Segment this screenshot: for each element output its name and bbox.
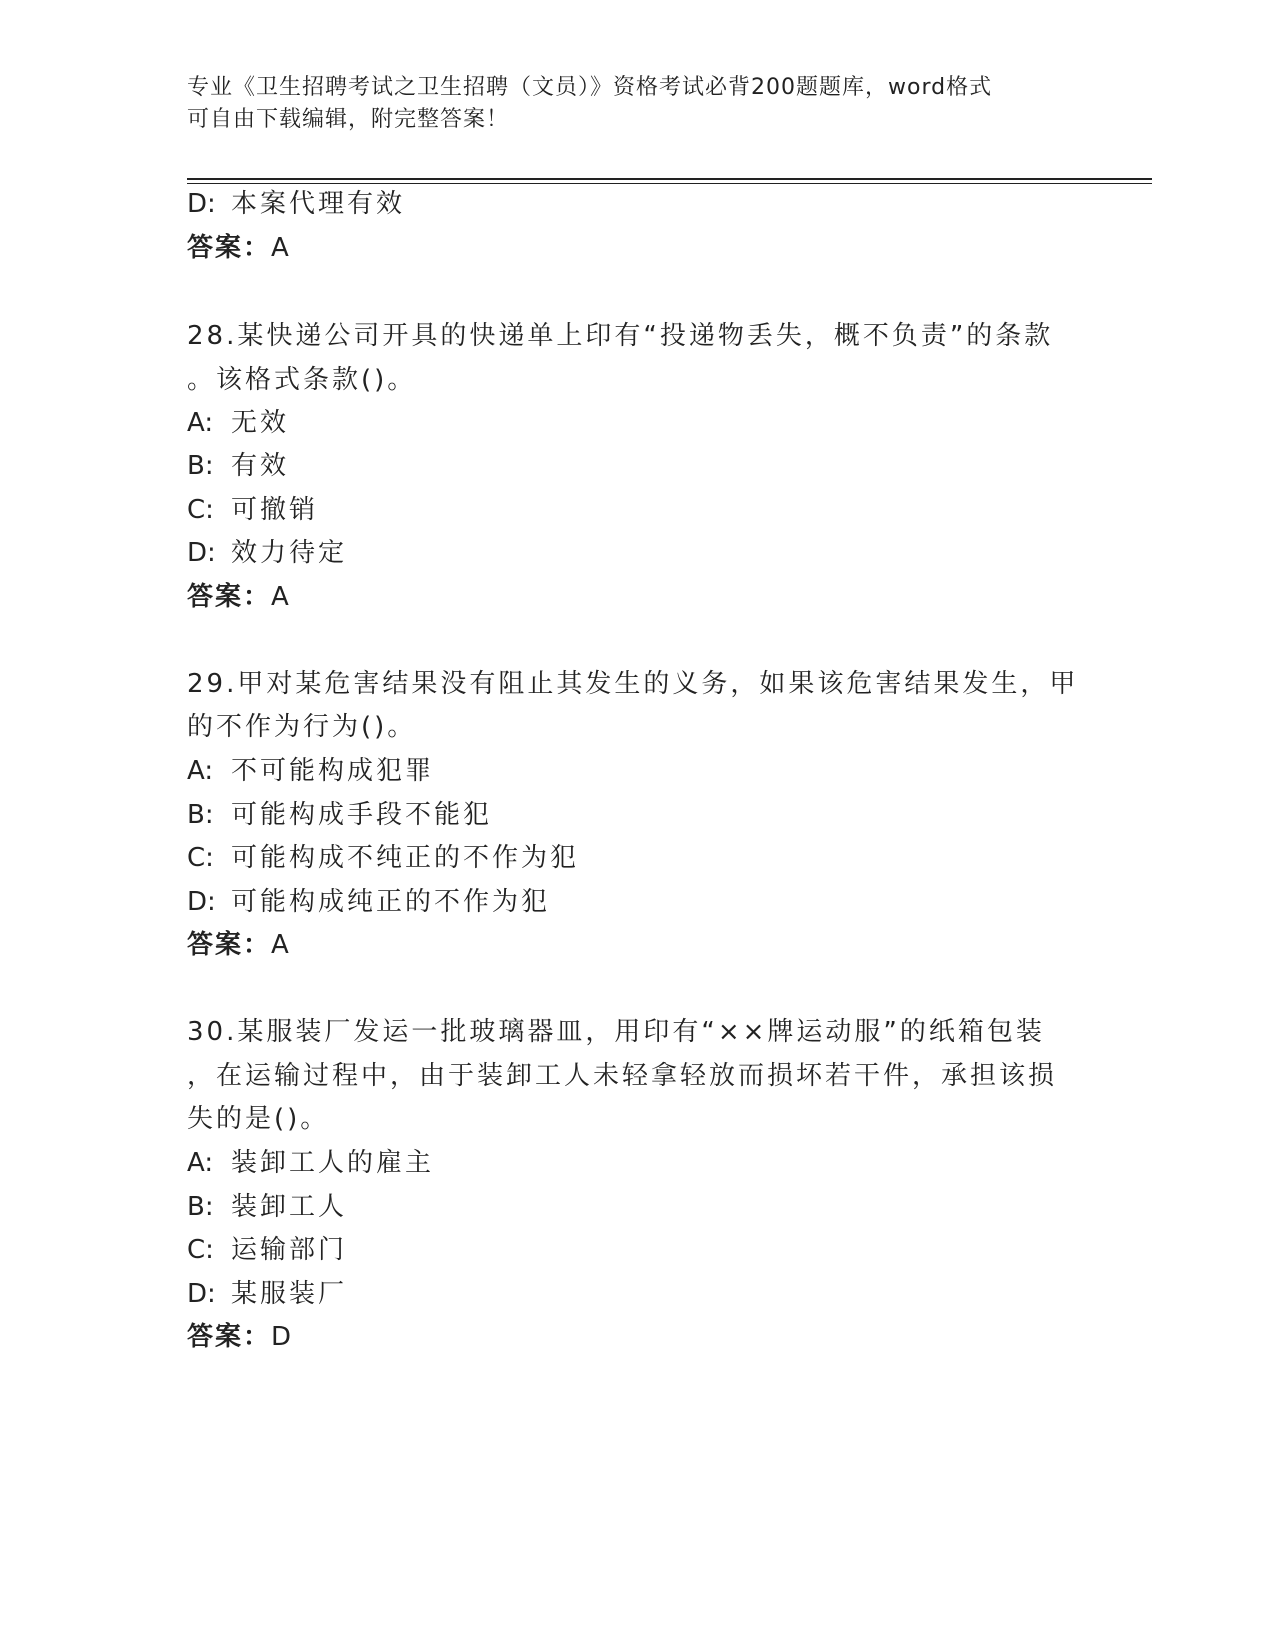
- question-29-option-b: [187, 797, 492, 833]
- question-29-option-a: [187, 753, 434, 789]
- answer-label: 答案：: [187, 582, 272, 612]
- option-letter: D:: [187, 887, 216, 917]
- option-text: 可能构成手段不能犯: [231, 800, 493, 830]
- question-30-option-b: [187, 1189, 347, 1225]
- option-letter: B:: [187, 1192, 214, 1222]
- option-text: 装卸工人的雇主: [231, 1148, 435, 1178]
- option-letter: A:: [187, 1148, 214, 1178]
- option-letter: A:: [187, 756, 214, 786]
- option-text: 装卸工人: [231, 1192, 348, 1222]
- option-text: 可撤销: [231, 495, 319, 525]
- question-30-stem-line-2: ，在运输过程中，由于装卸工人未轻拿轻放而损坏若干件，承担该损: [187, 1061, 1058, 1091]
- question-28-option-a: [187, 405, 289, 441]
- question-30-stem-line-1: 30.某服装厂发运一批玻璃器皿，用印有“××牌运动服”的纸箱包装: [187, 1017, 1045, 1047]
- answer-label: 答案：: [187, 233, 272, 263]
- question-28-option-d: [187, 535, 347, 571]
- answer-value: D: [271, 1322, 295, 1352]
- option-letter: A:: [187, 408, 214, 438]
- answer-value: A: [271, 582, 292, 612]
- option-text: 可能构成不纯正的不作为犯: [231, 843, 580, 873]
- option-text: 某服装厂: [231, 1279, 348, 1309]
- carryover-answer: [187, 230, 292, 266]
- question-28-option-b: [187, 448, 289, 484]
- answer-value: A: [271, 930, 292, 960]
- header-title-line-2: 可自由下载编辑，附完整答案！: [187, 107, 510, 132]
- question-29-stem-line-2: 的不作为行为()。: [187, 712, 417, 742]
- option-letter: D:: [187, 538, 216, 568]
- question-29-option-c: [187, 840, 579, 876]
- option-letter: D:: [187, 189, 216, 219]
- question-29-option-d: [187, 884, 550, 920]
- question-28-answer: [187, 579, 292, 615]
- question-30-option-a: [187, 1145, 434, 1181]
- option-letter: C:: [187, 495, 214, 525]
- question-30-option-d: [187, 1276, 347, 1312]
- option-text: 运输部门: [231, 1235, 348, 1265]
- option-text: 本案代理有效: [231, 189, 406, 219]
- page-header: [187, 72, 1067, 136]
- option-text: 效力待定: [231, 538, 348, 568]
- question-30-option-c: [187, 1232, 347, 1268]
- carryover-option-d: [187, 186, 405, 222]
- question-30-stem-line-3: 失的是()。: [187, 1104, 330, 1134]
- question-28-stem-line-2: 。该格式条款()。: [187, 365, 417, 395]
- option-letter: C:: [187, 843, 214, 873]
- option-letter: B:: [187, 451, 214, 481]
- answer-label: 答案：: [187, 930, 272, 960]
- option-text: 无效: [231, 408, 290, 438]
- question-29-answer: [187, 927, 292, 963]
- answer-value: A: [271, 233, 292, 263]
- question-28-option-c: [187, 492, 318, 528]
- question-30-answer: [187, 1319, 294, 1355]
- header-title-line-1: 专业《卫生招聘考试之卫生招聘（文员）》资格考试必背200题题库，word格式: [187, 75, 993, 100]
- option-text: 不可能构成犯罪: [231, 756, 435, 786]
- option-text: 有效: [231, 451, 290, 481]
- option-letter: D:: [187, 1279, 216, 1309]
- header-divider-thick: [187, 178, 1152, 180]
- option-text: 可能构成纯正的不作为犯: [231, 887, 551, 917]
- answer-label: 答案：: [187, 1322, 272, 1352]
- option-letter: C:: [187, 1235, 214, 1265]
- question-29-stem-line-1: 29.甲对某危害结果没有阻止其发生的义务，如果该危害结果发生，甲: [187, 669, 1079, 699]
- option-letter: B:: [187, 800, 214, 830]
- header-divider-thin: [187, 183, 1152, 184]
- question-28-stem-line-1: 28.某快递公司开具的快递单上印有“投递物丢失，概不负责”的条款: [187, 321, 1054, 351]
